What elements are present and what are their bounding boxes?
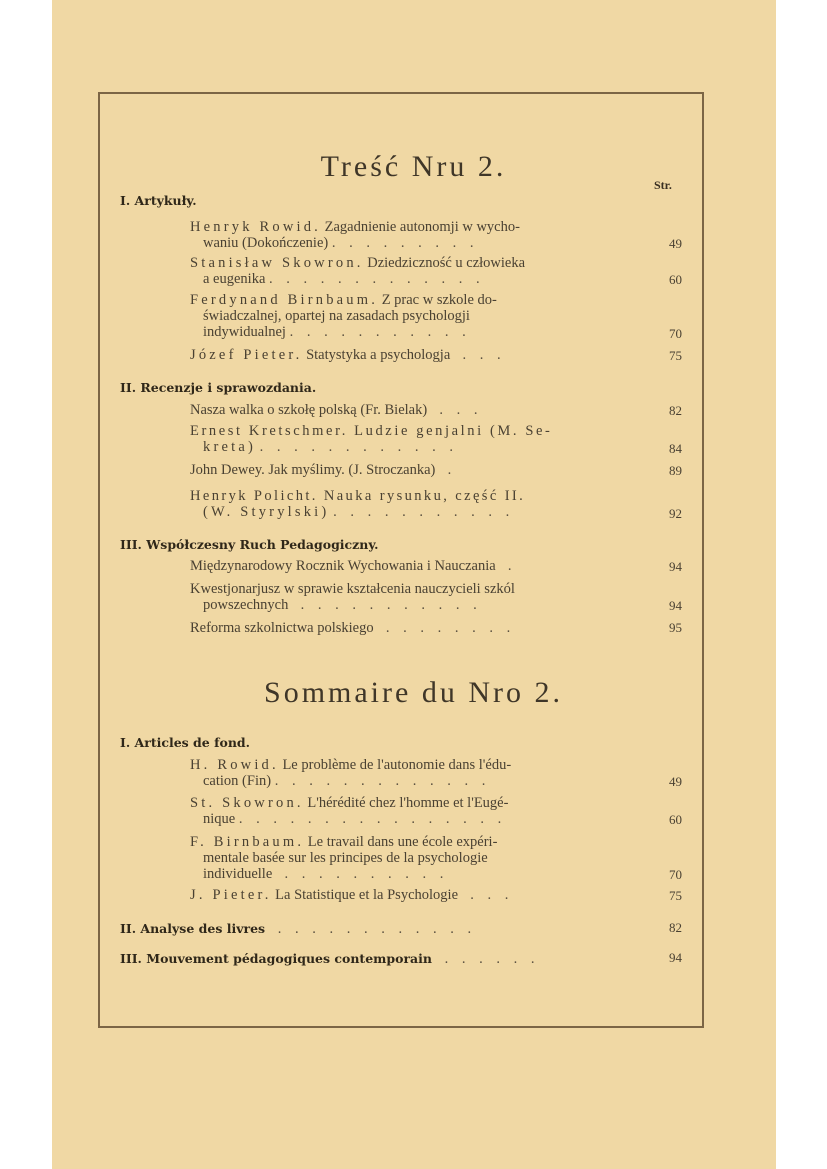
page-number: 89 [669,463,682,478]
toc-line: Ferdynand Birnbaum. Z prac w szkole do- [190,292,497,308]
page-number: 49 [669,774,682,789]
author-name: F. Birnbaum. [190,834,305,850]
toc-line: Henryk Policht. Nauka rysunku, część II. [190,488,526,504]
toc-line: H. Rowid. Le problème de l'autonomie dans l'édu- [190,757,512,773]
toc-line: a eugenika . . . . . . . . . . . . . [203,271,485,287]
toc-line: individuelle . . . . . . . . . . [203,866,449,882]
author-name: St. Skowron. [190,795,304,811]
page-number: 60 [669,272,682,287]
toc-line: F. Birnbaum. Le travail dans une école expéri- [190,834,498,850]
section-heading: II. Analyse des livres [120,921,266,936]
section-heading: III. Współczesny Ruch Pedagogiczny. [120,537,379,552]
toc-line: nique . . . . . . . . . . . . . . . . [203,811,507,827]
page-number: 94 [669,598,682,613]
section-heading: II. Recenzje i sprawozdania. [120,380,317,395]
page-number: 70 [669,867,682,882]
section-heading: I. Artykuły. [120,193,197,208]
page-column-label: Str. [654,178,672,192]
page-number: 94 [669,950,682,965]
toc-line: II. Analyse des livres . . . . . . . . . . . . [120,921,477,937]
page-number: 70 [669,326,682,341]
page-number: 49 [669,236,682,251]
toc-line: świadczalnej, opartej na zasadach psychologji [203,308,470,324]
page-number: 94 [669,559,682,574]
toc-line: kreta) . . . . . . . . . . . . [203,439,459,455]
toc-line: J. Pieter. La Statistique et la Psychologie . . . [190,887,514,903]
toc-line: cation (Fin) . . . . . . . . . . . . . [203,773,491,789]
page-number: 75 [669,348,682,363]
polish-contents-title: Treść Nru 2. [320,150,507,183]
toc-line: III. Mouvement pédagogiques contemporain . . . . . . [120,951,540,967]
toc-line: Henryk Rowid. Zagadnienie autonomji w wycho- [190,219,520,235]
page-number: 84 [669,441,682,456]
author-name: Józef Pieter. [190,347,303,363]
toc-line: John Dewey. Jak myślimy. (J. Stroczanka) . [190,462,457,478]
toc-line: Ernest Kretschmer. Ludzie genjalni (M. Se- [190,423,553,439]
toc-line: Nasza walka o szkołę polską (Fr. Bielak) . . . [190,402,483,418]
toc-line: Reforma szkolnictwa polskiego . . . . . . . . [190,620,516,636]
author-name: J. Pieter. [190,887,272,903]
toc-line: St. Skowron. L'hérédité chez l'homme et l'Eugé- [190,795,509,811]
section-heading: III. Mouvement pédagogiques contemporain [120,951,432,966]
toc-line: Kwestjonarjusz w sprawie kształcenia nauczycieli szkól [190,581,515,597]
author-name: Ferdynand Birnbaum. [190,292,379,308]
toc-line: indywidualnej . . . . . . . . . . . [203,324,471,340]
section-heading: I. Articles de fond. [120,735,250,750]
toc-line: (W. Styrylski) . . . . . . . . . . . [203,504,515,520]
author-name: H. Rowid. [190,757,279,773]
page-number: 92 [669,506,682,521]
page-number: 75 [669,888,682,903]
page-number: 82 [669,920,682,935]
toc-line: mentale basée sur les principes de la psychologie [203,850,488,866]
toc-line: Józef Pieter. Statystyka a psychologja . . . [190,347,506,363]
toc-line: Stanisław Skowron. Dziedziczność u człowieka [190,255,526,271]
page-number: 82 [669,403,682,418]
author-name: Henryk Rowid. [190,219,322,235]
toc-line: powszechnych . . . . . . . . . . . [203,597,482,613]
toc-line: waniu (Dokończenie) . . . . . . . . . [203,235,479,251]
page-number: 95 [669,620,682,635]
page-number: 60 [669,812,682,827]
french-summary-title: Sommaire du Nro 2. [264,676,563,709]
author-name: Stanisław Skowron. [190,255,364,271]
toc-line: Międzynarodowy Rocznik Wychowania i Nauczania . [190,558,517,574]
